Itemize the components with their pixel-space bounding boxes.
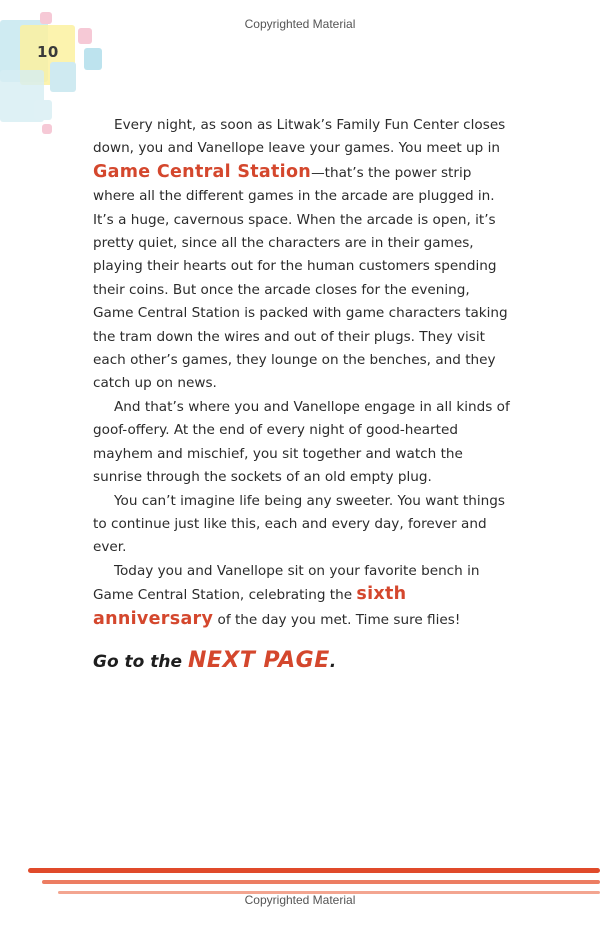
pixel-square: [78, 28, 92, 44]
pixel-square: [40, 12, 52, 24]
page-number: 10: [37, 43, 59, 61]
footer-stripe-1: [28, 868, 600, 873]
footer-stripe-2: [42, 880, 600, 884]
highlight-game-central-station: Game Central Station: [93, 161, 312, 182]
paragraph-1-text-c: —that’s the power strip where all the different games in the arcade are plugged in. It’s a huge, cavernous space. When the arcade is open, it’s pretty quiet, since all the characters are in their games, playing their hearts out for the human customers spending their coins. But once the arcade closes for the evening, Game Central Station is packed with game characters taking the tram down the wires and out of their plugs. They visit each other’s games, they lounge on the benches, and they catch up on news.: [93, 164, 508, 392]
pixel-square: [84, 48, 102, 70]
copyright-watermark-bottom: Copyrighted Material: [244, 893, 356, 907]
cta-prefix: Go to the: [93, 652, 188, 672]
paragraph-4: [93, 560, 513, 632]
highlight-sixth-anniversary: sixth anniversary: [93, 584, 407, 629]
paragraph-4-text-c: of the day you met. Time sure flies!: [213, 611, 461, 628]
paragraph-3: You can’t imagine life being any sweeter. You want things to continue just like this, each and every day, forever and ever.: [93, 492, 505, 556]
pixel-square: [34, 100, 52, 120]
pixel-square: [50, 62, 76, 92]
pixel-square: [42, 124, 52, 134]
paragraph-2: And that’s where you and Vanellope engage in all kinds of goof-offery. At the end of every night of good-hearted mayhem and mischief, you sit together and watch the sunrise through the sockets of an old empty plug.: [93, 398, 510, 486]
cta-suffix: .: [329, 652, 337, 672]
copyright-watermark-top: Copyrighted Material: [244, 17, 356, 31]
story-text: [93, 114, 513, 632]
paragraph-4-text-a: Today you and Vanellope sit on your favorite bench in Game Central Station, celebrating the: [93, 562, 480, 604]
paragraph-1-text-a: Every night, as soon as Litwak’s Family Fun Center closes down, you and Vanellope leave your games. You meet up in: [93, 117, 506, 157]
paragraph-1: [93, 114, 513, 396]
next-page-link[interactable]: NEXT PAGE: [187, 648, 330, 673]
go-to-next-page[interactable]: [93, 648, 336, 673]
